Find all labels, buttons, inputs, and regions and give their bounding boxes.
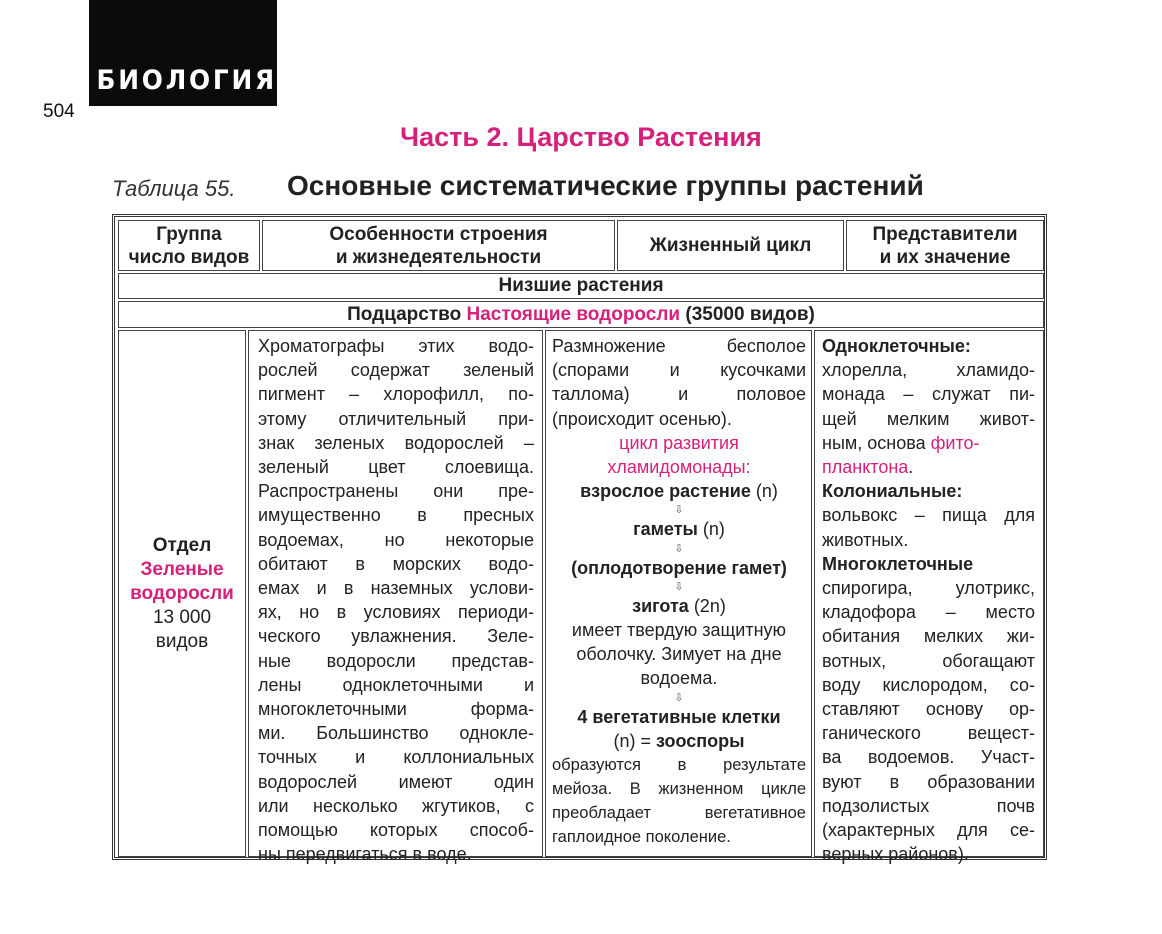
col-header-features-line2: и жизнедеятельности [335,246,542,268]
page-number: 504 [43,101,75,122]
multicellular-title: Многоклеточные [822,553,974,574]
features-line-10: обитают в морских водо- [258,553,534,574]
features-line-1: Хроматографы этих водо- [258,336,534,356]
col-header-features [262,220,615,271]
subkingdom-row [118,301,1044,328]
stage-fertilization: (оплодотворение гамет) [571,557,787,578]
features-line-5: знак зеленых водорослей – [258,432,534,453]
arrow-down-icon: ⇩ [674,542,684,555]
stage-gametes: гаметы [633,519,698,540]
col-header-repr-line2: и их значение [879,246,1011,268]
division-name-line1: Зеленые [140,559,224,580]
col-header-repr-line1: Представители [872,223,1018,245]
multicellular-line-11: (характерных для се- [822,820,1035,841]
multicellular-line-12: верных районов). [822,844,969,865]
division-cell [118,330,246,857]
cycle-outro-3: преобладает вегетативное [552,804,806,823]
plankton-dot: . [908,457,914,478]
unicellular-tail: ным, основа [822,432,931,453]
multicellular-line-2: кладофора – место [822,602,1035,623]
stage-vegetative-ploidy: (n) = [613,730,656,751]
cycle-outro-1: образуются в результате [552,756,806,775]
subkingdom-name: Настоящие водоросли [466,303,681,325]
features-line-17: ми. Большинство однокле- [258,723,534,744]
features-line-15: лены одноклеточными и [258,674,534,695]
col-header-group [118,220,260,271]
cycle-outro-2: мейоза. В жизненном цикле [552,780,806,799]
multicellular-line-6: ставляют основу ор- [822,699,1035,720]
features-line-6: зеленый цвет слоевища. [258,457,534,478]
zygote-note-1: имеет твердую защитную [571,620,787,641]
division-label: Отдел [152,535,212,556]
cycle-title-1: цикл развития [619,432,739,453]
arrow-down-icon: ⇩ [674,580,684,593]
phyto-prefix: фито- [930,432,980,453]
multicellular-line-7: ганического вещест- [822,723,1035,744]
subkingdom-count: (35000 видов) [680,303,815,325]
col-header-cycle [617,220,844,271]
features-line-18: точных и коллониальных [258,747,534,768]
features-line-3: пигмент – хлорофилл, по- [258,384,534,405]
plankton-word: планктона [822,457,909,478]
arrow-down-icon: ⇩ [674,504,684,517]
unicellular-line-2: монада – служат пи- [822,384,1035,405]
plant-groups-table [112,214,1047,865]
subject-title: БИОЛОГИЯ [96,65,277,96]
multicellular-line-5: воду кислородом, со- [822,674,1035,695]
cycle-outro-4: гаплоидное поколение. [552,828,731,847]
multicellular-line-3: обитания мелких жи- [822,626,1035,647]
unicellular-title: Одноклеточные: [822,336,971,356]
features-line-8: имущественно в пресных [258,505,534,526]
subject-header-block [89,0,277,106]
colonial-line-1: вольвокс – пища для [822,505,1035,526]
part-title: Часть 2. Царство Растения [400,122,762,152]
colonial-line-2: животных. [822,529,909,550]
zygote-note-2: оболочку. Зимует на дне [576,644,782,665]
stage-zygote-ploidy: (2n) [688,595,726,616]
subkingdom-prefix: Подцарство [347,303,467,325]
features-line-19: водорослей имеют один [258,771,534,792]
features-line-4: этому отличительный при- [258,408,534,429]
cycle-intro-2: (спорами и кусочками [552,360,806,381]
division-species-unit: видов [155,631,209,652]
features-line-7: Распространены они пре- [258,481,534,502]
multicellular-text [822,576,1035,866]
col-header-group-line2: число видов [128,246,250,268]
features-text [258,334,534,866]
stage-adult: взрослое растение [580,481,751,502]
stage-zoospores: зооспоры [656,730,745,751]
lower-plants-label: Низшие растения [498,275,664,296]
multicellular-line-10: подзолистых почв [822,795,1035,816]
stage-adult-ploidy: (n) [750,481,778,502]
col-header-representatives [846,220,1044,271]
features-line-16: многоклеточными форма- [258,699,534,720]
col-header-cycle-label: Жизненный цикл [649,235,812,256]
division-species-count: 13 000 [152,607,212,628]
multicellular-line-1: спирогира, улотрикс, [822,578,1035,599]
stage-vegetative: 4 вегетативные клетки [577,706,781,727]
cycle-title-2: хламидомонады: [607,457,751,478]
stage-zygote: зигота [632,595,689,616]
features-line-22: ны передвигаться в воде. [258,844,472,865]
features-line-12: ях, но в условиях периоди- [258,602,534,623]
lower-plants-row [118,273,1044,299]
features-line-2: рослей содержат зеленый [258,360,534,381]
multicellular-line-9: вуют в образовании [822,771,1035,792]
table-title: Основные систематические группы растений [287,170,924,201]
cycle-intro-3: таллома) и половое [552,384,806,405]
features-line-21: помощью которых способ- [258,820,534,841]
multicellular-line-4: вотных, обогащают [822,650,1035,671]
table-caption: Таблица 55. [112,176,236,201]
unicellular-line-3: щей мелким живот- [822,408,1035,429]
features-line-13: ческого увлажнения. Зеле- [258,626,534,647]
stage-gametes-ploidy: (n) [697,519,725,540]
features-cell [248,330,543,865]
features-line-14: ные водоросли представ- [258,650,534,671]
features-line-20: или несколько жгутиков, с [258,795,534,816]
arrow-down-icon: ⇩ [674,691,684,704]
features-line-11: емах и в наземных услови- [258,578,534,599]
multicellular-line-8: ва водоемов. Участ- [822,747,1035,768]
zygote-note-3: водоема. [640,668,718,689]
colonial-title: Колониальные: [822,481,963,502]
col-header-features-line1: Особенности строения [329,223,548,245]
division-name-line2: водоросли [130,583,234,604]
features-line-9: водоемах, но некоторые [258,529,534,550]
col-header-group-line1: Группа [156,223,222,245]
life-cycle-cell [545,330,812,857]
unicellular-line-1: хлорелла, хламидо- [822,360,1035,381]
cycle-intro-1: Размножение бесполое [552,336,806,356]
cycle-intro-4: (происходит осенью). [552,408,732,429]
representatives-cell [814,330,1044,865]
